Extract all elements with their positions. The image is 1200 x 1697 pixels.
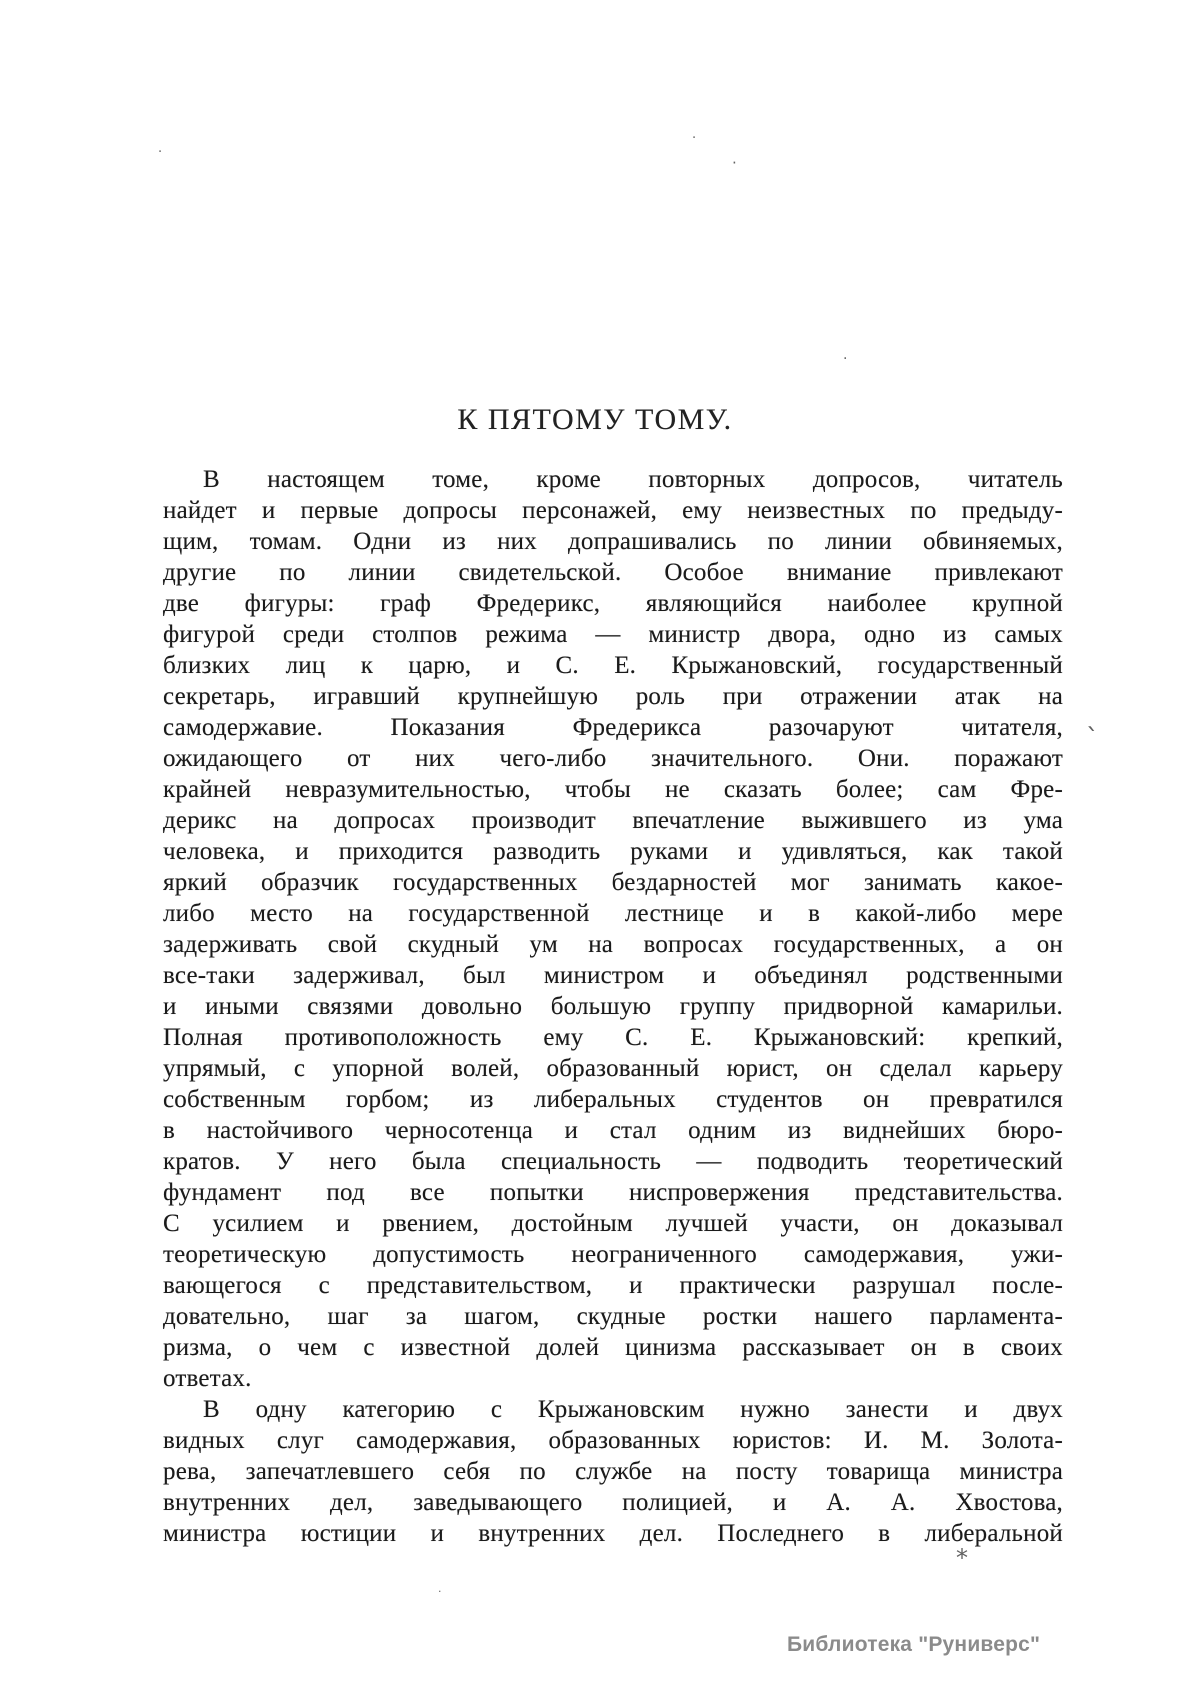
text-line: дерикс на допросах производит впечатление выжившего из ума	[163, 807, 1063, 834]
text-line: яркий образчик государственных бездарностей мог занимать какое-	[163, 869, 1063, 896]
text-line: фундамент под все попытки ниспровержения представительства.	[163, 1179, 1063, 1206]
text-line: в настойчивого черносотенца и стал одним из виднейших бюро-	[163, 1117, 1063, 1144]
scan-speck: ·	[158, 145, 163, 160]
text-line: самодержавие. Показания Фредерикса разочаруют читателя,	[163, 714, 1063, 741]
text-line: теоретическую допустимость неограниченного самодержавия, ужи-	[163, 1241, 1063, 1268]
text-line: секретарь, игравший крупнейшую роль при отражении атак на	[163, 683, 1063, 710]
text-line: задерживать свой скудный ум на вопросах государственных, а он	[163, 931, 1063, 958]
text-line: щим, томам. Одни из них допрашивались по линии обвиняемых,	[163, 528, 1063, 555]
text-line: В одну категорию с Крыжановским нужно занести и двух	[203, 1396, 1063, 1423]
text-line: другие по линии свидетельской. Особое внимание привлекают	[163, 559, 1063, 586]
text-line: ризма, о чем с известной долей цинизма рассказывает он в своих	[163, 1334, 1063, 1361]
text-line: упрямый, с упорной волей, образованный юрист, он сделал карьеру	[163, 1055, 1063, 1082]
text-line: либо место на государственной лестнице и в какой-либо мере	[163, 900, 1063, 927]
scan-speck: ·	[438, 1585, 442, 1598]
text-line: рева, запечатлевшего себя по службе на посту товарища министра	[163, 1458, 1063, 1485]
text-line: две фигуры: граф Фредерикс, являющийся наиболее крупной	[163, 590, 1063, 617]
text-line: В настоящем томе, кроме повторных допросов, читатель	[203, 466, 1063, 493]
scan-speck: *	[956, 1544, 968, 1572]
text-line: Полная противоположность ему С. Е. Крыжановский: крепкий,	[163, 1024, 1063, 1051]
scan-speck: ·	[732, 154, 737, 172]
text-line: и иными связями довольно большую группу придворной камарильи.	[163, 993, 1063, 1020]
text-line: довательно, шаг за шагом, скудные ростки нашего парламента-	[163, 1303, 1063, 1330]
text-line: найдет и первые допросы персонажей, ему неизвестных по предыду-	[163, 497, 1063, 524]
text-line: внутренних дел, заведывающего полицией, и А. А. Хвостова,	[163, 1489, 1063, 1516]
text-line: министра юстиции и внутренних дел. Последнего в либеральной	[163, 1520, 1063, 1547]
text-line: видных слуг самодержавия, образованных юристов: И. М. Золота-	[163, 1427, 1063, 1454]
text-line: все-таки задерживал, был министром и объединял родственными	[163, 962, 1063, 989]
text-line: человека, и приходится разводить руками и удивляться, как такой	[163, 838, 1063, 865]
text-line: фигурой среди столпов режима — министр двора, одно из самых	[163, 621, 1063, 648]
text-line: С усилием и рвением, достойным лучшей участи, он доказывал	[163, 1210, 1063, 1237]
text-line: собственным горбом; из либеральных студентов он превратился	[163, 1086, 1063, 1113]
text-line: кратов. У него была специальность — подводить теоретический	[163, 1148, 1063, 1175]
scan-speck: `	[1086, 724, 1099, 754]
document-body-text	[163, 464, 1063, 1549]
text-line: крайней невразумительностью, чтобы не сказать более; сам Фре-	[163, 776, 1063, 803]
text-line: ожидающего от них чего-либо значительного. Они. поражают	[163, 745, 1063, 772]
scan-speck: ·	[692, 131, 697, 146]
text-line: вающегося с представительством, и практически разрушал после-	[163, 1272, 1063, 1299]
text-line: ответах.	[163, 1365, 252, 1392]
library-watermark: Библиотека "Руниверс"	[787, 1633, 1041, 1656]
page-title: К ПЯТОМУ ТОМУ.	[457, 403, 733, 436]
scan-speck: ·	[843, 351, 848, 367]
text-line: близких лиц к царю, и С. Е. Крыжановский, государственный	[163, 652, 1063, 679]
